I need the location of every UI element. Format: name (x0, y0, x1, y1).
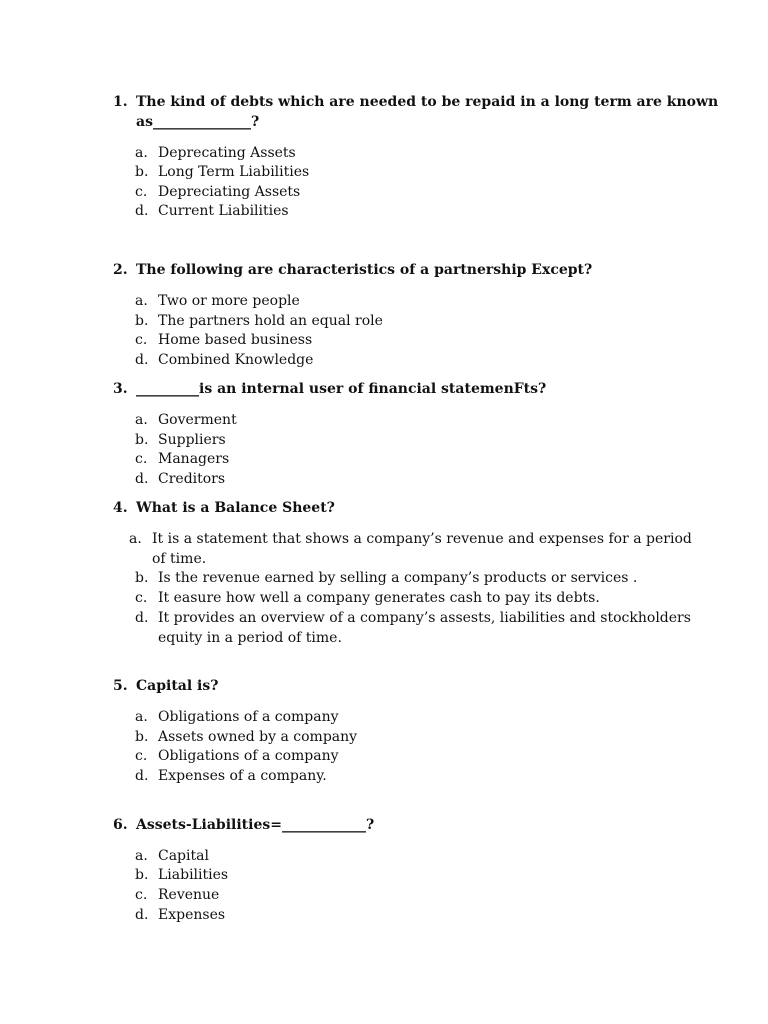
option-letter: b. (135, 570, 149, 586)
option-text-line2: equity in a period of time. (158, 630, 342, 646)
option-letter: b. (135, 313, 149, 329)
question-number: 3. (113, 381, 128, 397)
option-text: Assets owned by a company (158, 729, 358, 745)
option-letter: c. (135, 451, 148, 467)
option-letter: a. (135, 293, 148, 309)
question-text: The following are characteristics of a partnership Except? (136, 262, 593, 278)
option-letter: a. (135, 412, 148, 428)
option-text: Goverment (158, 412, 237, 428)
option-text: Is the revenue earned by selling a company’s products or services . (158, 570, 638, 586)
option-letter: a. (135, 145, 148, 161)
option-text: Creditors (158, 471, 226, 487)
option-text: Current Liabilities (158, 203, 289, 219)
option-text: Home based business (158, 332, 313, 348)
option-letter: d. (135, 610, 149, 626)
option-text-line2: of time. (152, 551, 207, 567)
question-text-line2: as______________? (136, 114, 260, 130)
option-text: Liabilities (158, 867, 229, 883)
question-text (136, 92, 719, 132)
question-number: 2. (113, 262, 128, 278)
option-text: Two or more people (158, 293, 300, 309)
option-text-line1: It provides an overview of a company’s assests, liabilities and stockholders (158, 610, 691, 626)
question-text-line1: The kind of debts which are needed to be repaid in a long term are known (136, 94, 719, 110)
option-text: Expenses (158, 907, 226, 923)
option-text: Combined Knowledge (158, 352, 314, 368)
option-text: Obligations of a company (158, 748, 339, 764)
option-text: Obligations of a company (158, 709, 339, 725)
option-letter: a. (135, 848, 148, 864)
option-text: Revenue (158, 887, 220, 903)
option-letter: b. (135, 867, 149, 883)
question-number: 6. (113, 817, 128, 833)
option-text-line1: It is a statement that shows a company’s revenue and expenses for a period (152, 531, 692, 547)
option-letter: b. (135, 729, 149, 745)
option-text: It easure how well a company generates cash to pay its debts. (158, 590, 600, 606)
option-text: Deprecating Assets (158, 145, 296, 161)
option-letter: a. (129, 531, 142, 547)
question-text: _________is an internal user of financial statemenFts? (136, 381, 547, 397)
option-letter: d. (135, 203, 149, 219)
option-letter: d. (135, 907, 149, 923)
option-letter: c. (135, 184, 148, 200)
option-text: Suppliers (158, 432, 226, 448)
option-text: The partners hold an equal role (158, 313, 383, 329)
question-number: 4. (113, 500, 128, 516)
option-text: Capital (158, 848, 209, 864)
option-letter: c. (135, 590, 148, 606)
option-letter: d. (135, 352, 149, 368)
option-letter: d. (135, 471, 149, 487)
option-letter: b. (135, 432, 149, 448)
option-letter: d. (135, 768, 149, 784)
option-text: Long Term Liabilities (158, 164, 310, 180)
option-letter: c. (135, 748, 148, 764)
question-number: 1. (113, 94, 128, 110)
option-text: Managers (158, 451, 230, 467)
question-number: 5. (113, 678, 128, 694)
option-text: Depreciating Assets (158, 184, 301, 200)
option-text: Expenses of a company. (158, 768, 327, 784)
option-letter: b. (135, 164, 149, 180)
option-letter: c. (135, 887, 148, 903)
question-text: What is a Balance Sheet? (136, 500, 335, 516)
option-letter: a. (135, 709, 148, 725)
question-text: Capital is? (136, 678, 219, 694)
option-letter: c. (135, 332, 148, 348)
question-text: Assets-Liabilities=____________? (136, 817, 375, 833)
